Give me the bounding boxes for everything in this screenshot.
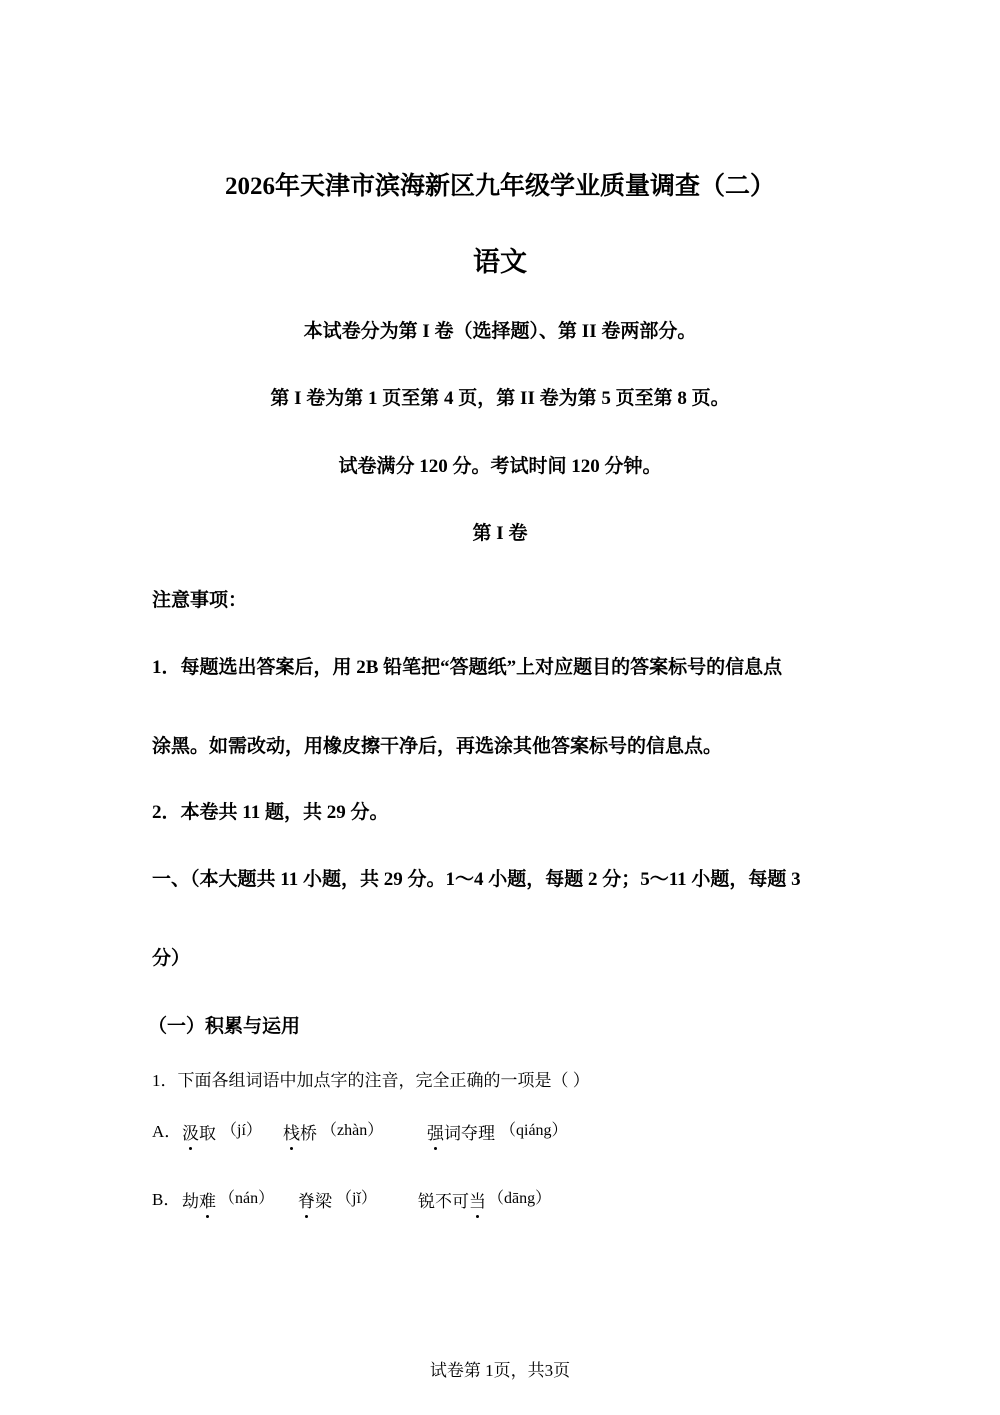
option-a-label: A．	[152, 1122, 182, 1141]
subject-title: 语文	[473, 247, 527, 277]
question-1-stem: 1．下面各组词语中加点字的注音，完全正确的一项是（ ）	[152, 1071, 590, 1090]
page-footer: 试卷第 1页，共3页	[429, 1361, 571, 1380]
section-heading-line-2: 分）	[152, 948, 191, 969]
info-line-2: 第 I 卷为第 1 页至第 4 页，第 II 卷为第 5 页至第 8 页。	[270, 388, 730, 409]
option-b-pinyin-2: （jǐ）	[336, 1190, 377, 1207]
emphasis-char: 当	[469, 1187, 486, 1212]
notice-item-1-line-1: 1．每题选出答案后，用 2B 铅笔把“答题纸”上对应题目的答案标号的信息点	[152, 657, 783, 678]
info-line-1: 本试卷分为第 I 卷（选择题）、第 II 卷两部分。	[303, 321, 697, 342]
emphasis-char: 栈	[283, 1119, 300, 1144]
option-b-word-2: 脊梁	[298, 1187, 332, 1212]
option-b-word-3: 锐不可当	[418, 1187, 486, 1212]
emphasis-char: 汲	[182, 1119, 199, 1144]
info-line-3: 试卷满分 120 分。考试时间 120 分钟。	[338, 456, 662, 477]
notice-item-1-line-2: 涂黑。如需改动，用橡皮擦干净后，再选涂其他答案标号的信息点。	[152, 736, 723, 757]
notice-heading: 注意事项：	[152, 590, 248, 611]
volume-title: 第 I 卷	[472, 523, 528, 544]
option-a-word-2: 栈桥	[283, 1119, 317, 1144]
option-b-label: B．	[152, 1190, 181, 1209]
option-a-word-1: 汲取	[182, 1119, 216, 1144]
option-a-pinyin-1: （jí）	[221, 1122, 262, 1139]
option-b-pinyin-1: （nán）	[219, 1190, 275, 1207]
section-heading-line-1: 一、（本大题共 11 小题，共 29 分。1～4 小题，每题 2 分；5～11 小题，每题 3	[152, 869, 801, 890]
emphasis-char: 强	[427, 1119, 444, 1144]
exam-title: 2026年天津市滨海新区九年级学业质量调查（二）	[224, 173, 775, 200]
subsection-heading: （一）积累与运用	[148, 1016, 301, 1037]
emphasis-char: 难	[199, 1187, 216, 1212]
option-a-word-3: 强词夺理	[427, 1119, 495, 1144]
emphasis-char: 脊	[298, 1187, 315, 1212]
option-a-pinyin-3: （qiáng）	[500, 1122, 568, 1139]
option-b-word-1: 劫难	[182, 1187, 216, 1212]
option-a-pinyin-2: （zhàn）	[321, 1122, 384, 1139]
option-b-pinyin-3: （dāng）	[488, 1190, 552, 1207]
notice-item-2: 2．本卷共 11 题，共 29 分。	[152, 802, 389, 823]
